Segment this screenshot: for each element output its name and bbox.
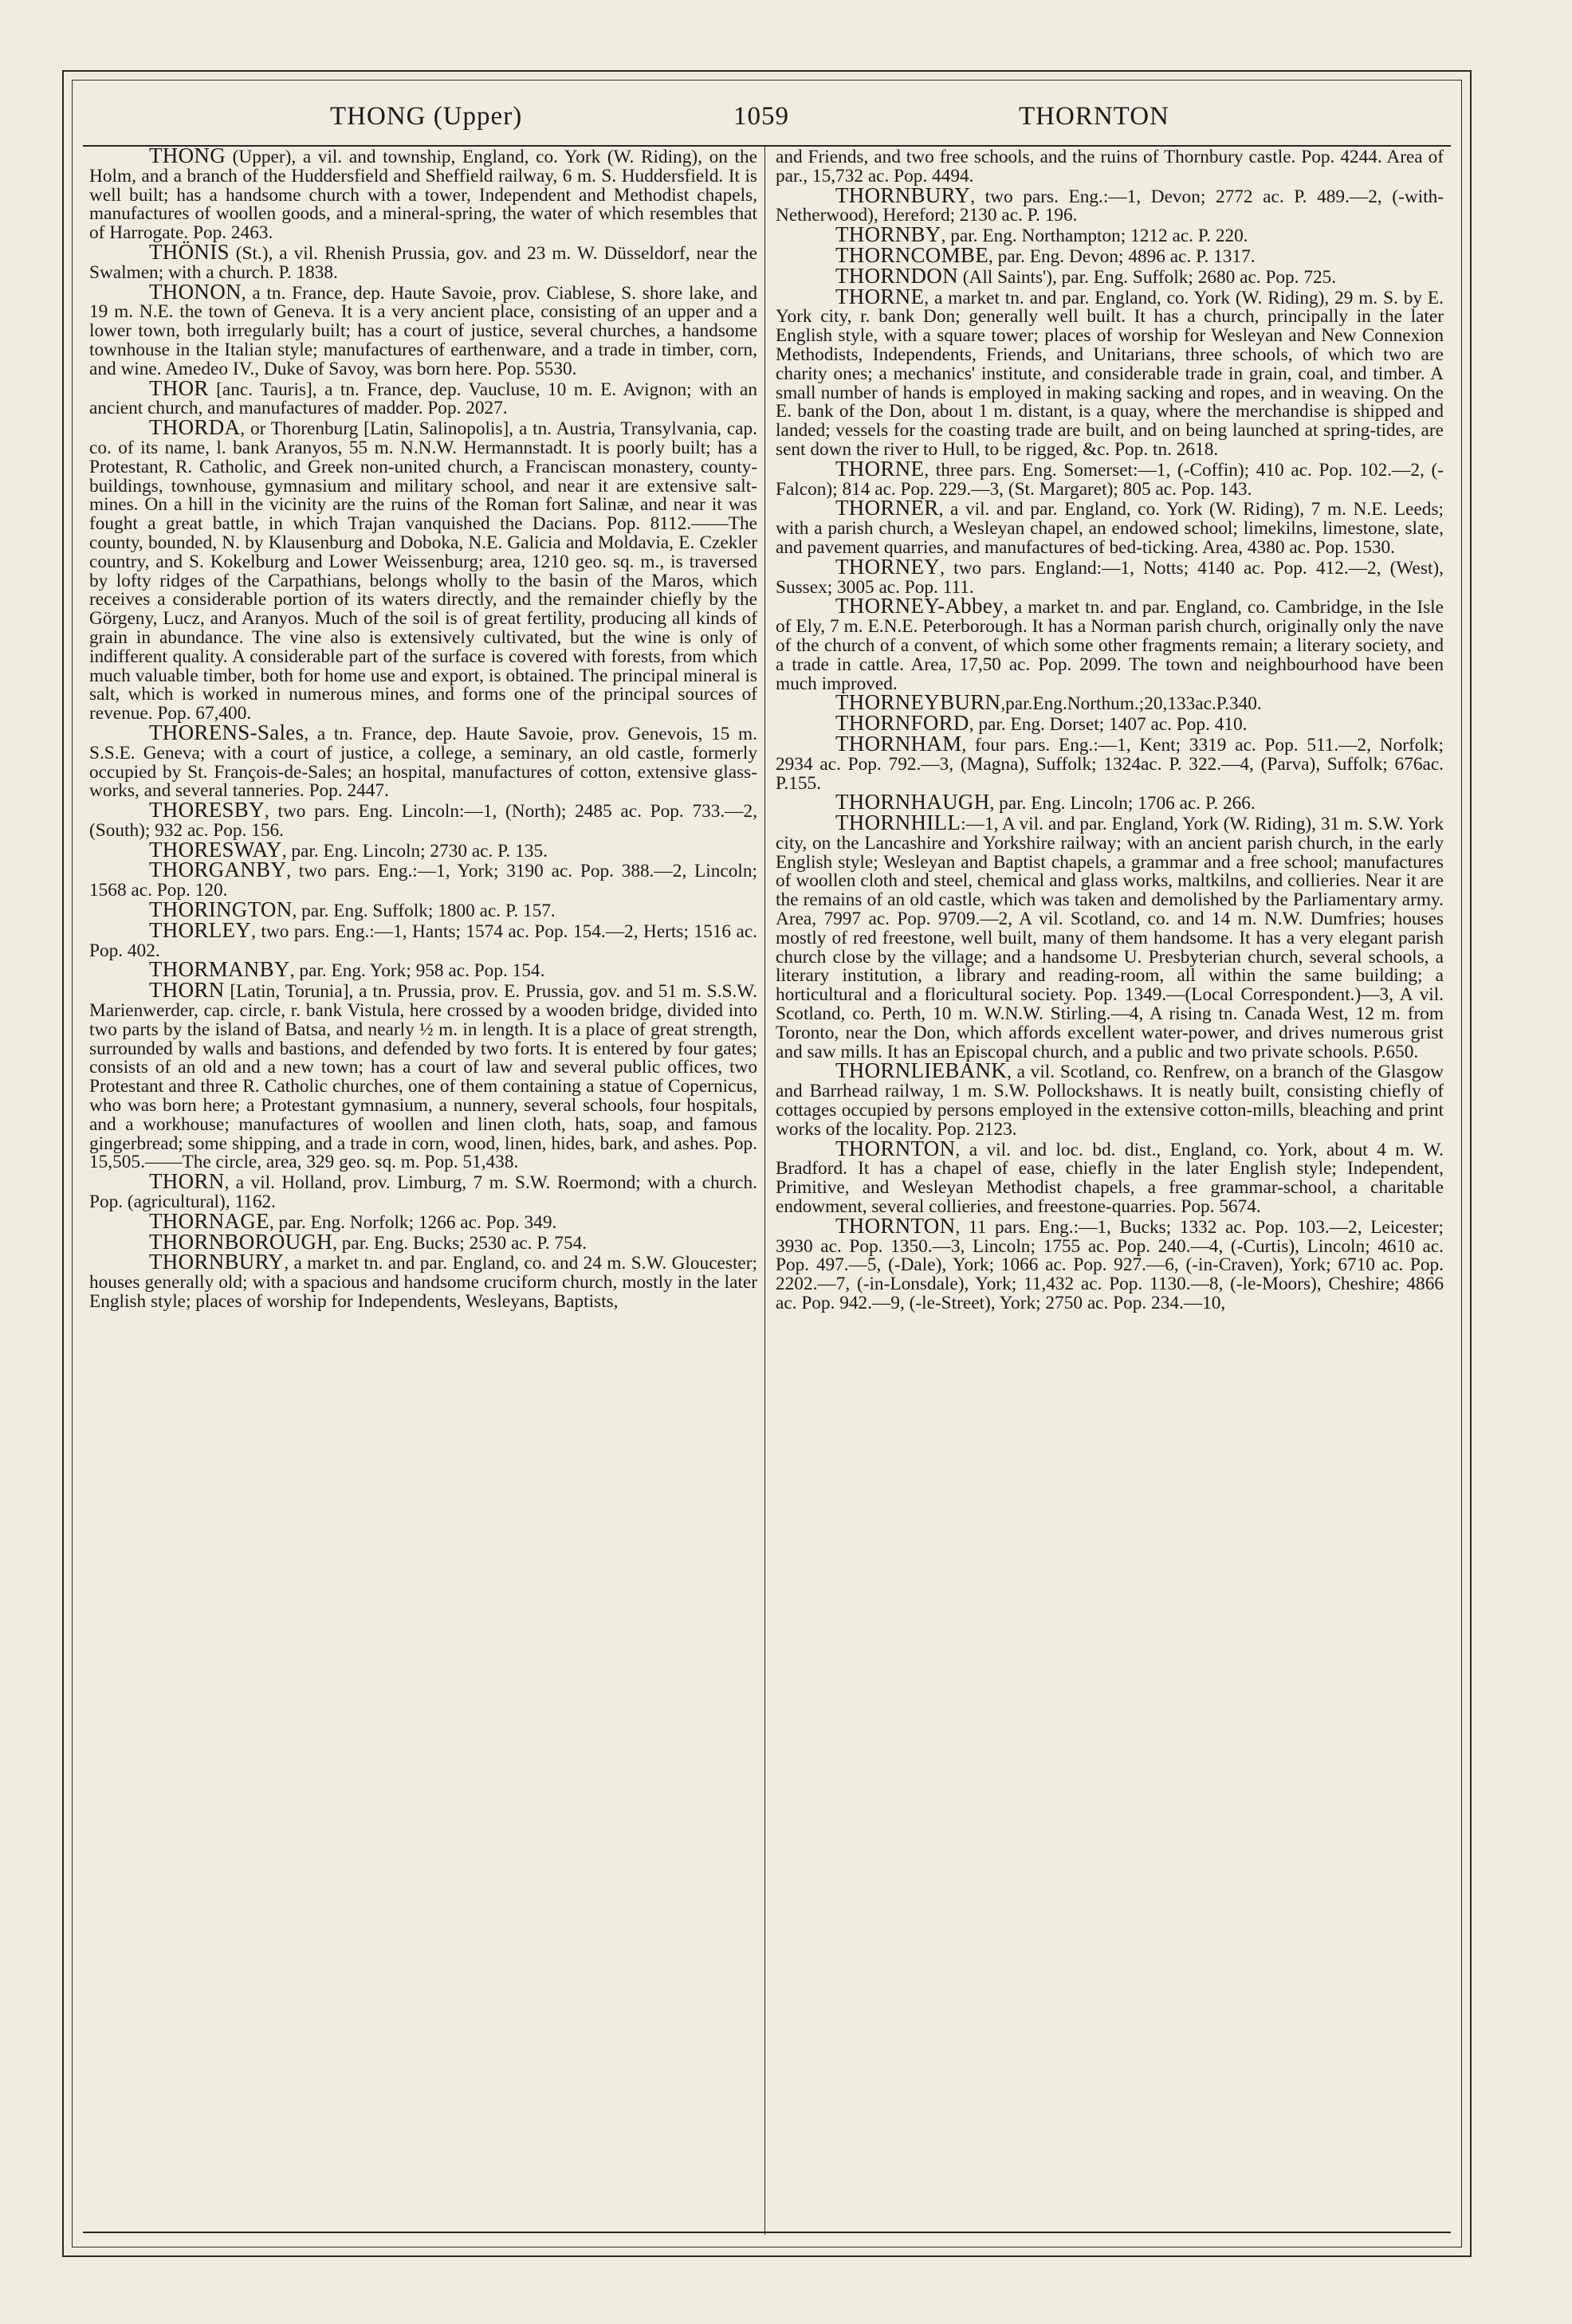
entry-headword: THORNEYBURN	[835, 690, 1001, 715]
header-right-guideword: THORNTON	[1019, 102, 1169, 131]
entry-headword: THORINGTON	[149, 897, 293, 922]
entry-text: , a market tn. and par. England, co. and 24 m. S.W. Gloucester; houses generally old; with a spacious and handsome cruciform church, mostly in the later English style; places of worship for Independents, Wesleyans, Baptists,	[89, 1253, 757, 1313]
entry-text: , a market tn. and par. England, co. Cambridge, in the Isle of Ely, 7 m. E.N.E. Peterborough. It has a Norman parish church, originally only the nave of the church of a convent, of which some other fragments remain; a literary society, and a trade in cattle. Area, 17,5̈0 ac. Pop. 2099. The town and neighbourhood have been much improved.	[776, 597, 1444, 694]
gazetteer-entry	[776, 554, 1444, 598]
entry-headword: THORNBOROUGH	[149, 1229, 333, 1254]
entry-headword: THORESBY	[149, 798, 265, 822]
header-left-guideword: THONG (Upper)	[330, 102, 523, 131]
entry-text: , a tn. France, dep. Haute Savoie, prov. Genevois, 15 m. S.S.E. Geneva; with a court of justice, a college, a seminary, an old castle, formerly occupied by St. François-de-Sales; an hospital, manufactures of cotton, extensive glass-works, and several tanneries. Pop. 2447.	[89, 723, 757, 802]
entry-headword: THORN	[149, 978, 225, 1003]
entry-headword: THONG	[149, 147, 226, 167]
entry-text: , four pars. Eng.:—1, Kent; 3319 ac. Pop. 511.—2, Norfolk; 2934 ac. Pop. 792.—3, (Magna), Suffolk; 1324ac. P. 322.—4, (Parva), Suffolk; 676ac. P.155.	[776, 734, 1444, 794]
entry-headword: THORNTON	[835, 1213, 956, 1238]
entry-headword: THORGANBY	[149, 858, 287, 882]
gazetteer-entry	[89, 798, 757, 841]
entry-headword: THORNE	[835, 284, 925, 308]
entry-text: and Friends, and two free schools, and the ruins of Thornbury castle. Pop. 4244. Area of par., 15,732 ac. Pop. 4494.	[776, 147, 1444, 186]
entry-headword: THORLEY	[149, 917, 252, 942]
entry-text: , par. Eng. York; 958 ac. Pop. 154.	[289, 960, 545, 982]
gazetteer-entry	[776, 811, 1444, 1062]
entry-headword: THORNEY	[835, 554, 941, 579]
entry-headword: THORNER	[835, 496, 939, 520]
gazetteer-entry	[776, 594, 1444, 694]
entry-text: , a vil. and loc. bd. dist., England, co. York, about 4 m. W. Bradford. It has a chapel of ease, chiefly in the later English style; Independent, Primitive, and Wesleyan Methodist chapels, a free grammar-school, a charitable endowment, several collieries, and freestone-quarries. Pop. 5674.	[776, 1139, 1444, 1218]
gazetteer-entry	[89, 1169, 757, 1213]
entry-text: , par. Eng. Lincoln; 1706 ac. P. 266.	[989, 793, 1256, 815]
entry-headword: THORN	[149, 1169, 225, 1194]
entry-text: , two pars. Eng.:—1, Hants; 1574 ac. Pop. 154.—2, Herts; 1516 ac. Pop. 402.	[89, 921, 757, 961]
gazetteer-entry	[89, 239, 757, 283]
entry-text: , par. Eng. Suffolk; 1800 ac. P. 157.	[292, 901, 556, 922]
gazetteer-entry	[776, 731, 1444, 794]
entry-headword: THORNFORD	[835, 711, 969, 736]
gazetteer-entry	[776, 496, 1444, 558]
entry-headword: THOR	[149, 375, 209, 400]
left-column	[89, 147, 757, 2230]
gazetteer-entry	[776, 284, 1444, 460]
page-number: 1059	[733, 102, 789, 131]
entry-headword: THORNBY	[835, 222, 941, 247]
gazetteer-entry	[89, 917, 757, 961]
column-divider	[764, 147, 765, 2235]
entry-text: , par. Eng. Norfolk; 1266 ac. Pop. 349.	[269, 1211, 557, 1233]
entry-text: , 11 pars. Eng.:—1, Bucks; 1332 ac. Pop. 103.—2, Leicester; 3930 ac. Pop. 1350.—3, Lincoln; 1755 ac. Pop. 240.—4, (-Curtis), Lincoln; 4610 ac. Pop. 497.—5, (-Dale), York; 1066 ac. Pop. 927.—6, (-in-Craven), York; 6710 ac. Pop. 2202.—7, (-in-Lonsdale), York; 11,432 ac. Pop. 1130.—8, (-le-Moors), Cheshire; 4866 ac. Pop. 942.—9, (-le-Street), York; 2750 ac. Pop. 234.—10,	[776, 1216, 1444, 1314]
entry-text: , a vil. Holland, prov. Limburg, 7 m. S.W. Roermond; with a church. Pop. (agricultural), 1162.	[89, 1172, 757, 1213]
entry-text: , three pars. Eng. Somerset:—1, (-Coffin); 410 ac. Pop. 102.—2, (-Falcon); 814 ac. Pop. 229.—3, (St. Margaret); 805 ac. Pop. 143.	[776, 459, 1444, 500]
gazetteer-entry	[89, 415, 757, 724]
entry-headword: THORESWAY	[149, 837, 282, 862]
gazetteer-entry	[89, 858, 757, 901]
entry-text: [Latin, Torunia], a tn. Prussia, prov. E. Prussia, gov. and 51 m. S.S.W. Marienwerder, cap. circle, r. bank Vistula, here crossed by a wooden bridge, divided into two parts by the island of Batsa, and nearly ½ m. in length. It is a place of great strength, surrounded by walls and bastions, and defended by two forts. It is entered by four gates; consists of an old and a new town; has a court of law and several public offices, two Protestant and three R. Catholic churches, one of them containing a statue of Copernicus, who was born here; a Protestant gymnasium, a nunnery, several schools, four hospitals, and a workhouse; manufactures of woollen and linen cloth, hats, soap, and famous gingerbread; some shipping, and a trade in corn, wood, linen, hides, bark, and ashes. Pop. 15,505.——The circle, area, 329 geo. sq. m. Pop. 51,438.	[89, 981, 757, 1173]
gazetteer-entry	[776, 1213, 1444, 1314]
gazetteer-entry	[89, 1250, 757, 1313]
running-header	[96, 94, 1451, 145]
entry-headword: THONON	[149, 279, 242, 304]
entry-text: , par. Eng. Northampton; 1212 ac. P. 220.	[941, 226, 1248, 247]
entry-text: , a vil. and par. England, co. York (W. Riding), 7 m. N.E. Leeds; with a parish church, a Wesleyan chapel, an endowed school; limekilns, limestone, slate, and pavement quarries, and manufactures of bed-ticking. Area, 4380 ac. Pop. 1530.	[776, 499, 1444, 558]
entry-text: , two pars. Eng.:—1, York; 3190 ac. Pop. 388.—2, Lincoln; 1568 ac. Pop. 120.	[89, 861, 757, 901]
entry-text: , two pars. Eng.:—1, Devon; 2772 ac. P. 489.—2, (-with-Netherwood), Hereford; 2130 ac. P. 196.	[776, 186, 1444, 226]
entry-text: (Upper), a vil. and township, England, co. York (W. Riding), on the Holm, and a branch of the Huddersfield and Sheffield railway, 6 m. S. Huddersfield. It is well built; has a handsome church with a tower, Independent and Methodist chapels, manufactures of woollen goods, and a mineral-spring, the water of which resembles that of Harrogate. Pop. 2463.	[89, 147, 757, 244]
entry-text: , par. Eng. Bucks; 2530 ac. P. 754.	[332, 1232, 588, 1254]
entry-text: , or Thorenburg [Latin, Salinopolis], a tn. Austria, Transylvania, cap. co. of its name, l. bank Aranyos, 55 m. N.N.W. Hermannstadt. It is poorly built; has a Protestant, R. Catholic, and Greek non-united church, a Franciscan monastery, county-buildings, townhouse, gymnasium and military school, and near it are extensive salt-mines. On a hill in the vicinity are the ruins of the Roman fort Salinæ, and near it was fought a great battle, in which Trajan vanquished the Dacians. Pop. 8112.——The county, bounded, N. by Klausenburg and Doboka, N.E. Galicia and Moldavia, E. Czekler country, and S. Kokelburg and Lower Weissenburg; area, 1210 geo. sq. m., is traversed by lofty ridges of the Carpathians, belongs wholly to the basin of the Maros, which receives a considerable portion of its waters directly, and the remainder chiefly by the Görgeny, Lucz, and Aranyos. Much of the soil is of great fertility, producing all kinds of grain in abundance. The vine also is extensively cultivated, but the wine is only of indifferent quality. A considerable part of the surface is covered with forests, from which much valuable timber, both for home use and export, is obtained. The principal mineral is salt, which is worked in numerous mines, and forms one of the principal sources of revenue. Pop. 67,400.	[89, 418, 757, 724]
gazetteer-entry	[776, 183, 1444, 226]
gazetteer-entry	[776, 1058, 1444, 1140]
entry-headword: THORNAGE	[149, 1208, 269, 1233]
entry-text: , two pars. England:—1, Notts; 4140 ac. Pop. 412.—2, (West), Sussex; 3005 ac. Pop. 111.	[776, 557, 1444, 598]
entry-headword: THORNE	[835, 456, 925, 481]
entry-headword: THORNHAUGH	[835, 790, 990, 815]
entry-headword: THORNDON	[835, 263, 958, 288]
footer-rule	[83, 2232, 1451, 2233]
entry-headword: THORNLIEBANK	[835, 1058, 1008, 1083]
entry-text: , a vil. Scotland, co. Renfrew, on a branch of the Glasgow and Barrhead railway, 1 m. S.W. Pollockshaws. It is neatly built, consisting chiefly of cottages occupied by persons employed in the extensive cotton-mills, bleaching and print works of the locality. Pop. 2123.	[776, 1062, 1444, 1140]
entry-text: , par. Eng. Dorset; 1407 ac. Pop. 410.	[969, 714, 1248, 736]
entry-headword: THORDA	[149, 415, 241, 440]
entry-headword: THORNCOMBE	[835, 242, 989, 267]
gazetteer-entry	[776, 1136, 1444, 1218]
entry-text: , a market tn. and par. England, co. York (W. Riding), 29 m. S. by E. York city, r. bank Don; generally well built. It has a church, principally in the later English style, with a square tower; places of worship for Wesleyan and New Connexion Methodists, Independents, Friends, and Unitarians, three schools, of which two are charity ones; a mechanics' institute, and considerable trade in grain, coal, and timber. A small number of hands is employed in making sacking and ropes, and in weaving. On the E. bank of the Don, about 1 m. distant, is a quay, where the merchandise is shipped and landed; vessels for the coasting trade are built, and on being launched at spring-tides, are sent down the river to Hull, to be rigged, &c. Pop. tn. 2618.	[776, 287, 1444, 460]
entry-text: ,par.Eng.Northum.;20,133ac.P.340.	[1000, 693, 1262, 715]
entry-text: , par. Eng. Lincoln; 2730 ac. P. 135.	[281, 840, 548, 862]
entry-text: (St.), a vil. Rhenish Prussia, gov. and 23 m. W. Düsseldorf, near the Swalmen; with a church. P. 1838.	[89, 242, 757, 283]
entry-headword: THORNEY-Abbey	[835, 594, 1004, 618]
entry-headword: THORNBURY	[149, 1250, 285, 1274]
right-column	[776, 147, 1444, 2230]
gazetteer-entry	[89, 375, 757, 419]
entry-text: , two pars. Eng. Lincoln:—1, (North); 2485 ac. Pop. 733.—2, (South); 932 ac. Pop. 156.	[89, 801, 757, 841]
entry-text: , par. Eng. Devon; 4896 ac. P. 1317.	[988, 245, 1256, 267]
gazetteer-entry	[776, 456, 1444, 500]
gazetteer-entry	[776, 147, 1444, 186]
gazetteer-entry	[89, 978, 757, 1173]
entry-headword: THORNBURY	[835, 183, 971, 207]
entry-headword: THÖNIS	[149, 239, 230, 264]
gazetteer-entry	[89, 279, 757, 379]
entry-headword: THORENS-Sales	[149, 720, 305, 744]
entry-text: (All Saints'), par. Eng. Suffolk; 2680 ac. Pop. 725.	[957, 266, 1337, 288]
entry-headword: THORMANBY	[149, 957, 290, 982]
entry-text: , a tn. France, dep. Haute Savoie, prov. Ciablese, S. shore lake, and 19 m. N.E. the town of Geneva. It is a very ancient place, consisting of an upper and a lower town, both irregularly built; has a court of justice, several churches, a handsome townhouse in the Italian style; manufactures of earthenware, and a trade in timber, corn, and wine. Amedeo IV., Duke of Savoy, was born here. Pop. 5530.	[89, 282, 757, 379]
gazetteer-entry	[89, 147, 757, 243]
entry-headword: THORNHILL	[835, 811, 961, 835]
entry-headword: THORNTON	[835, 1136, 956, 1160]
entry-text: :—1, A vil. and par. England, York (W. Riding), 31 m. S.W. York city, on the Lancashire and Yorkshire railway; with an ancient parish church, in the early English style; Wesleyan and Baptist chapels, a grammar and a free school; manufactures of woollen cloth and steel, chemical and glass works, maltkilns, and collieries. Near it are the remains of an old castle, which was taken and demolished by the Parliamentary army. Area, 7997 ac. Pop. 9709.—2, A vil. Scotland, co. and 14 m. N.W. Dumfries; houses mostly of red freestone, well built, many of them handsome. It has a very elegant parish church close by the village; and a handsome U. Presbyterian church, several schools, a literary institution, a library and reading-room, all within the same building; a horticultural and a floricultural society. Pop. 1349.—(Local Correspondent.)—3, A vil. Scotland, co. Perth, 10 m. W.N.W. Stirling.—4, A rising tn. Canada West, 12 m. from Toronto, near the Don, which affords excellent water-power, and drives numerous grist and saw mills. It has an Episcopal church, and a public and two private schools. P.650.	[776, 814, 1444, 1062]
gazetteer-entry	[89, 720, 757, 802]
entry-text: [anc. Tauris], a tn. France, dep. Vaucluse, 10 m. E. Avignon; with an ancient church, and manufactures of madder. Pop. 2027.	[89, 379, 757, 419]
entry-headword: THORNHAM	[835, 731, 962, 756]
